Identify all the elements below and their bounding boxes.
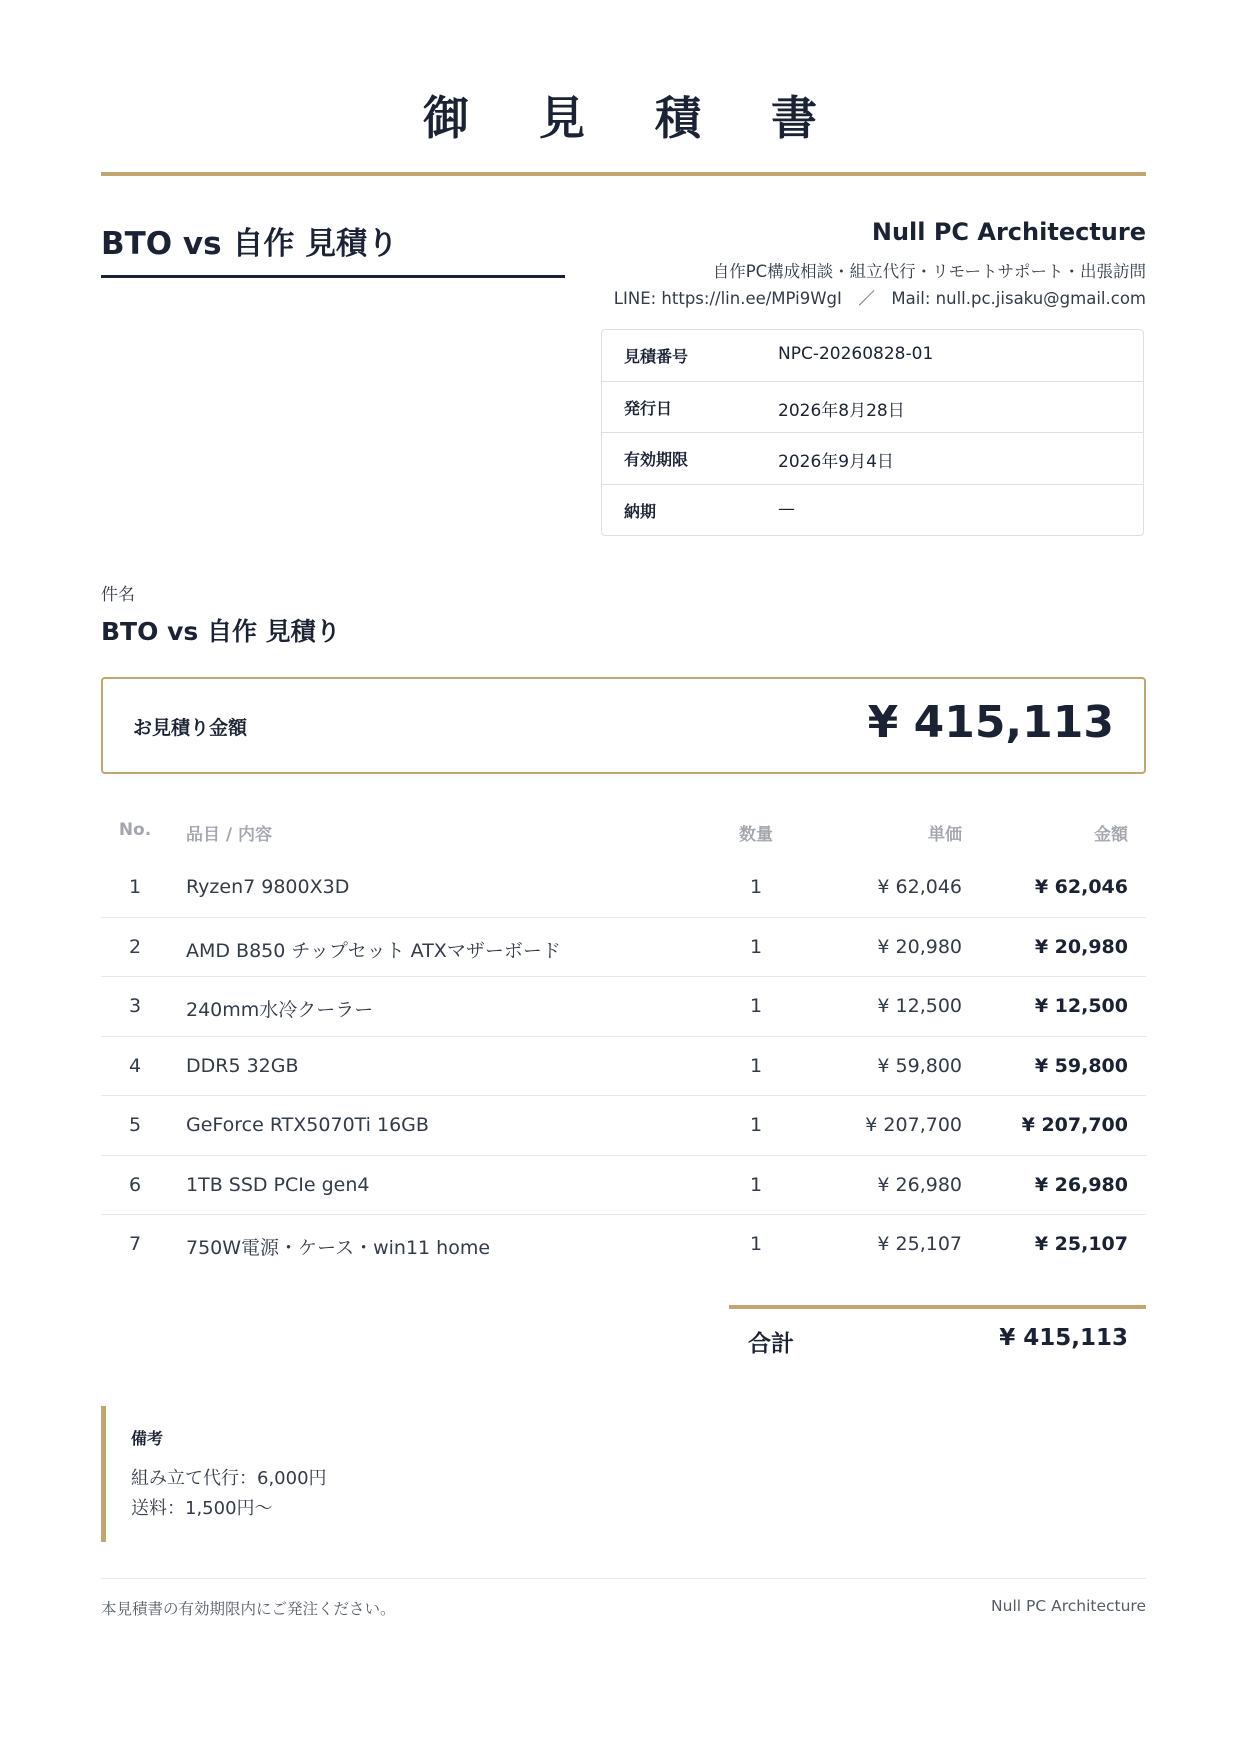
- item-amount: ¥ 62,046: [1034, 876, 1128, 898]
- table-row: [101, 918, 1146, 978]
- item-unit-price: ¥ 62,046: [877, 876, 962, 898]
- item-no: 6: [128, 1173, 142, 1196]
- item-qty: 1: [749, 1114, 763, 1136]
- item-amount: ¥ 26,980: [1034, 1173, 1128, 1196]
- table-row: [101, 1215, 1146, 1275]
- company-name: Null PC Architecture: [871, 218, 1146, 246]
- header-unit-price: 単価: [928, 825, 962, 845]
- notes-title: 備考: [131, 1429, 164, 1448]
- item-no: 2: [128, 935, 142, 958]
- total-divider: [729, 1305, 1146, 1309]
- item-unit-price: ¥ 12,500: [877, 995, 962, 1017]
- meta-value: 2026年9月4日: [778, 452, 894, 472]
- header-no: No.: [118, 820, 152, 840]
- item-description: AMD B850 チップセット ATXマザーボード: [186, 939, 561, 962]
- item-qty: 1: [749, 1054, 763, 1077]
- quote-amount-box: [101, 677, 1146, 774]
- meta-row-quote-number: [602, 330, 1143, 382]
- meta-value: —: [778, 498, 795, 519]
- item-description: 240mm水冷クーラー: [186, 999, 374, 1021]
- subject-heading: BTO vs 自作 見積り: [101, 226, 399, 262]
- table-row: [101, 858, 1146, 918]
- meta-label: 見積番号: [624, 347, 689, 366]
- item-unit-price: ¥ 26,980: [877, 1173, 962, 1196]
- amount-value: ¥ 415,113: [867, 697, 1114, 748]
- item-description: 1TB SSD PCIe gen4: [186, 1173, 370, 1196]
- item-description: Ryzen7 9800X3D: [186, 876, 350, 898]
- items-body: [101, 858, 1146, 1275]
- items-header-row: [101, 806, 1146, 858]
- meta-row-valid-until: [602, 433, 1143, 485]
- meta-label: 有効期限: [624, 450, 689, 469]
- header-amount: 金額: [1094, 825, 1128, 845]
- quote-meta-table: [601, 329, 1144, 536]
- item-amount: ¥ 20,980: [1034, 935, 1128, 958]
- meta-row-issue-date: [602, 382, 1143, 434]
- item-description: 750W電源・ケース・win11 home: [186, 1237, 491, 1259]
- item-amount: ¥ 207,700: [1021, 1114, 1128, 1136]
- notes-box: [101, 1406, 626, 1542]
- item-qty: 1: [749, 1233, 763, 1255]
- item-unit-price: ¥ 59,800: [877, 1054, 962, 1077]
- item-qty: 1: [749, 876, 763, 898]
- meta-label: 納期: [624, 501, 657, 521]
- total-label: 合計: [748, 1331, 794, 1357]
- notes-line: 送料：1,500円〜: [131, 1498, 273, 1519]
- items-table: [101, 806, 1146, 1275]
- header-description: 品目 / 内容: [186, 825, 273, 845]
- footer-company: Null PC Architecture: [991, 1597, 1146, 1615]
- item-amount: ¥ 25,107: [1034, 1233, 1128, 1255]
- table-row: [101, 977, 1146, 1037]
- company-contact: LINE: https://lin.ee/MPi9WgI ／ Mail: null.pc.jisaku@gmail.com: [613, 289, 1146, 308]
- item-unit-price: ¥ 25,107: [877, 1233, 962, 1255]
- meta-value: 2026年8月28日: [778, 400, 905, 421]
- meta-row-delivery: [602, 485, 1143, 537]
- item-amount: ¥ 59,800: [1034, 1054, 1128, 1077]
- item-no: 1: [128, 876, 142, 898]
- item-no: 5: [128, 1114, 142, 1136]
- notes-line: 組み立て代行：6,000円: [131, 1468, 327, 1489]
- subject-name: BTO vs 自作 見積り: [101, 617, 341, 646]
- title-divider: [101, 172, 1146, 176]
- document-title: 御見積書: [423, 91, 887, 145]
- footer-divider: [101, 1578, 1146, 1579]
- amount-label: お見積り金額: [133, 717, 248, 739]
- item-description: DDR5 32GB: [186, 1054, 299, 1077]
- item-qty: 1: [749, 935, 763, 958]
- item-no: 3: [128, 995, 142, 1017]
- company-tagline: 自作PC構成相談・組立代行・リモートサポート・出張訪問: [712, 262, 1146, 281]
- table-row: [101, 1096, 1146, 1156]
- footer-note: 本見積書の有効期限内にご発注ください。: [101, 1600, 396, 1618]
- item-unit-price: ¥ 20,980: [877, 935, 962, 958]
- item-qty: 1: [749, 1173, 763, 1196]
- meta-value: NPC-20260828-01: [778, 344, 934, 364]
- subject-caption: 件名: [101, 585, 135, 605]
- item-description: GeForce RTX5070Ti 16GB: [186, 1114, 429, 1136]
- item-unit-price: ¥ 207,700: [865, 1114, 962, 1136]
- meta-label: 発行日: [624, 398, 673, 418]
- table-row: [101, 1156, 1146, 1216]
- table-row: [101, 1037, 1146, 1097]
- item-amount: ¥ 12,500: [1034, 995, 1128, 1017]
- item-qty: 1: [749, 995, 763, 1017]
- item-no: 7: [128, 1233, 142, 1255]
- subject-divider: [101, 275, 565, 278]
- header-qty: 数量: [739, 825, 773, 845]
- item-no: 4: [128, 1054, 142, 1077]
- total-value: ¥ 415,113: [999, 1325, 1128, 1351]
